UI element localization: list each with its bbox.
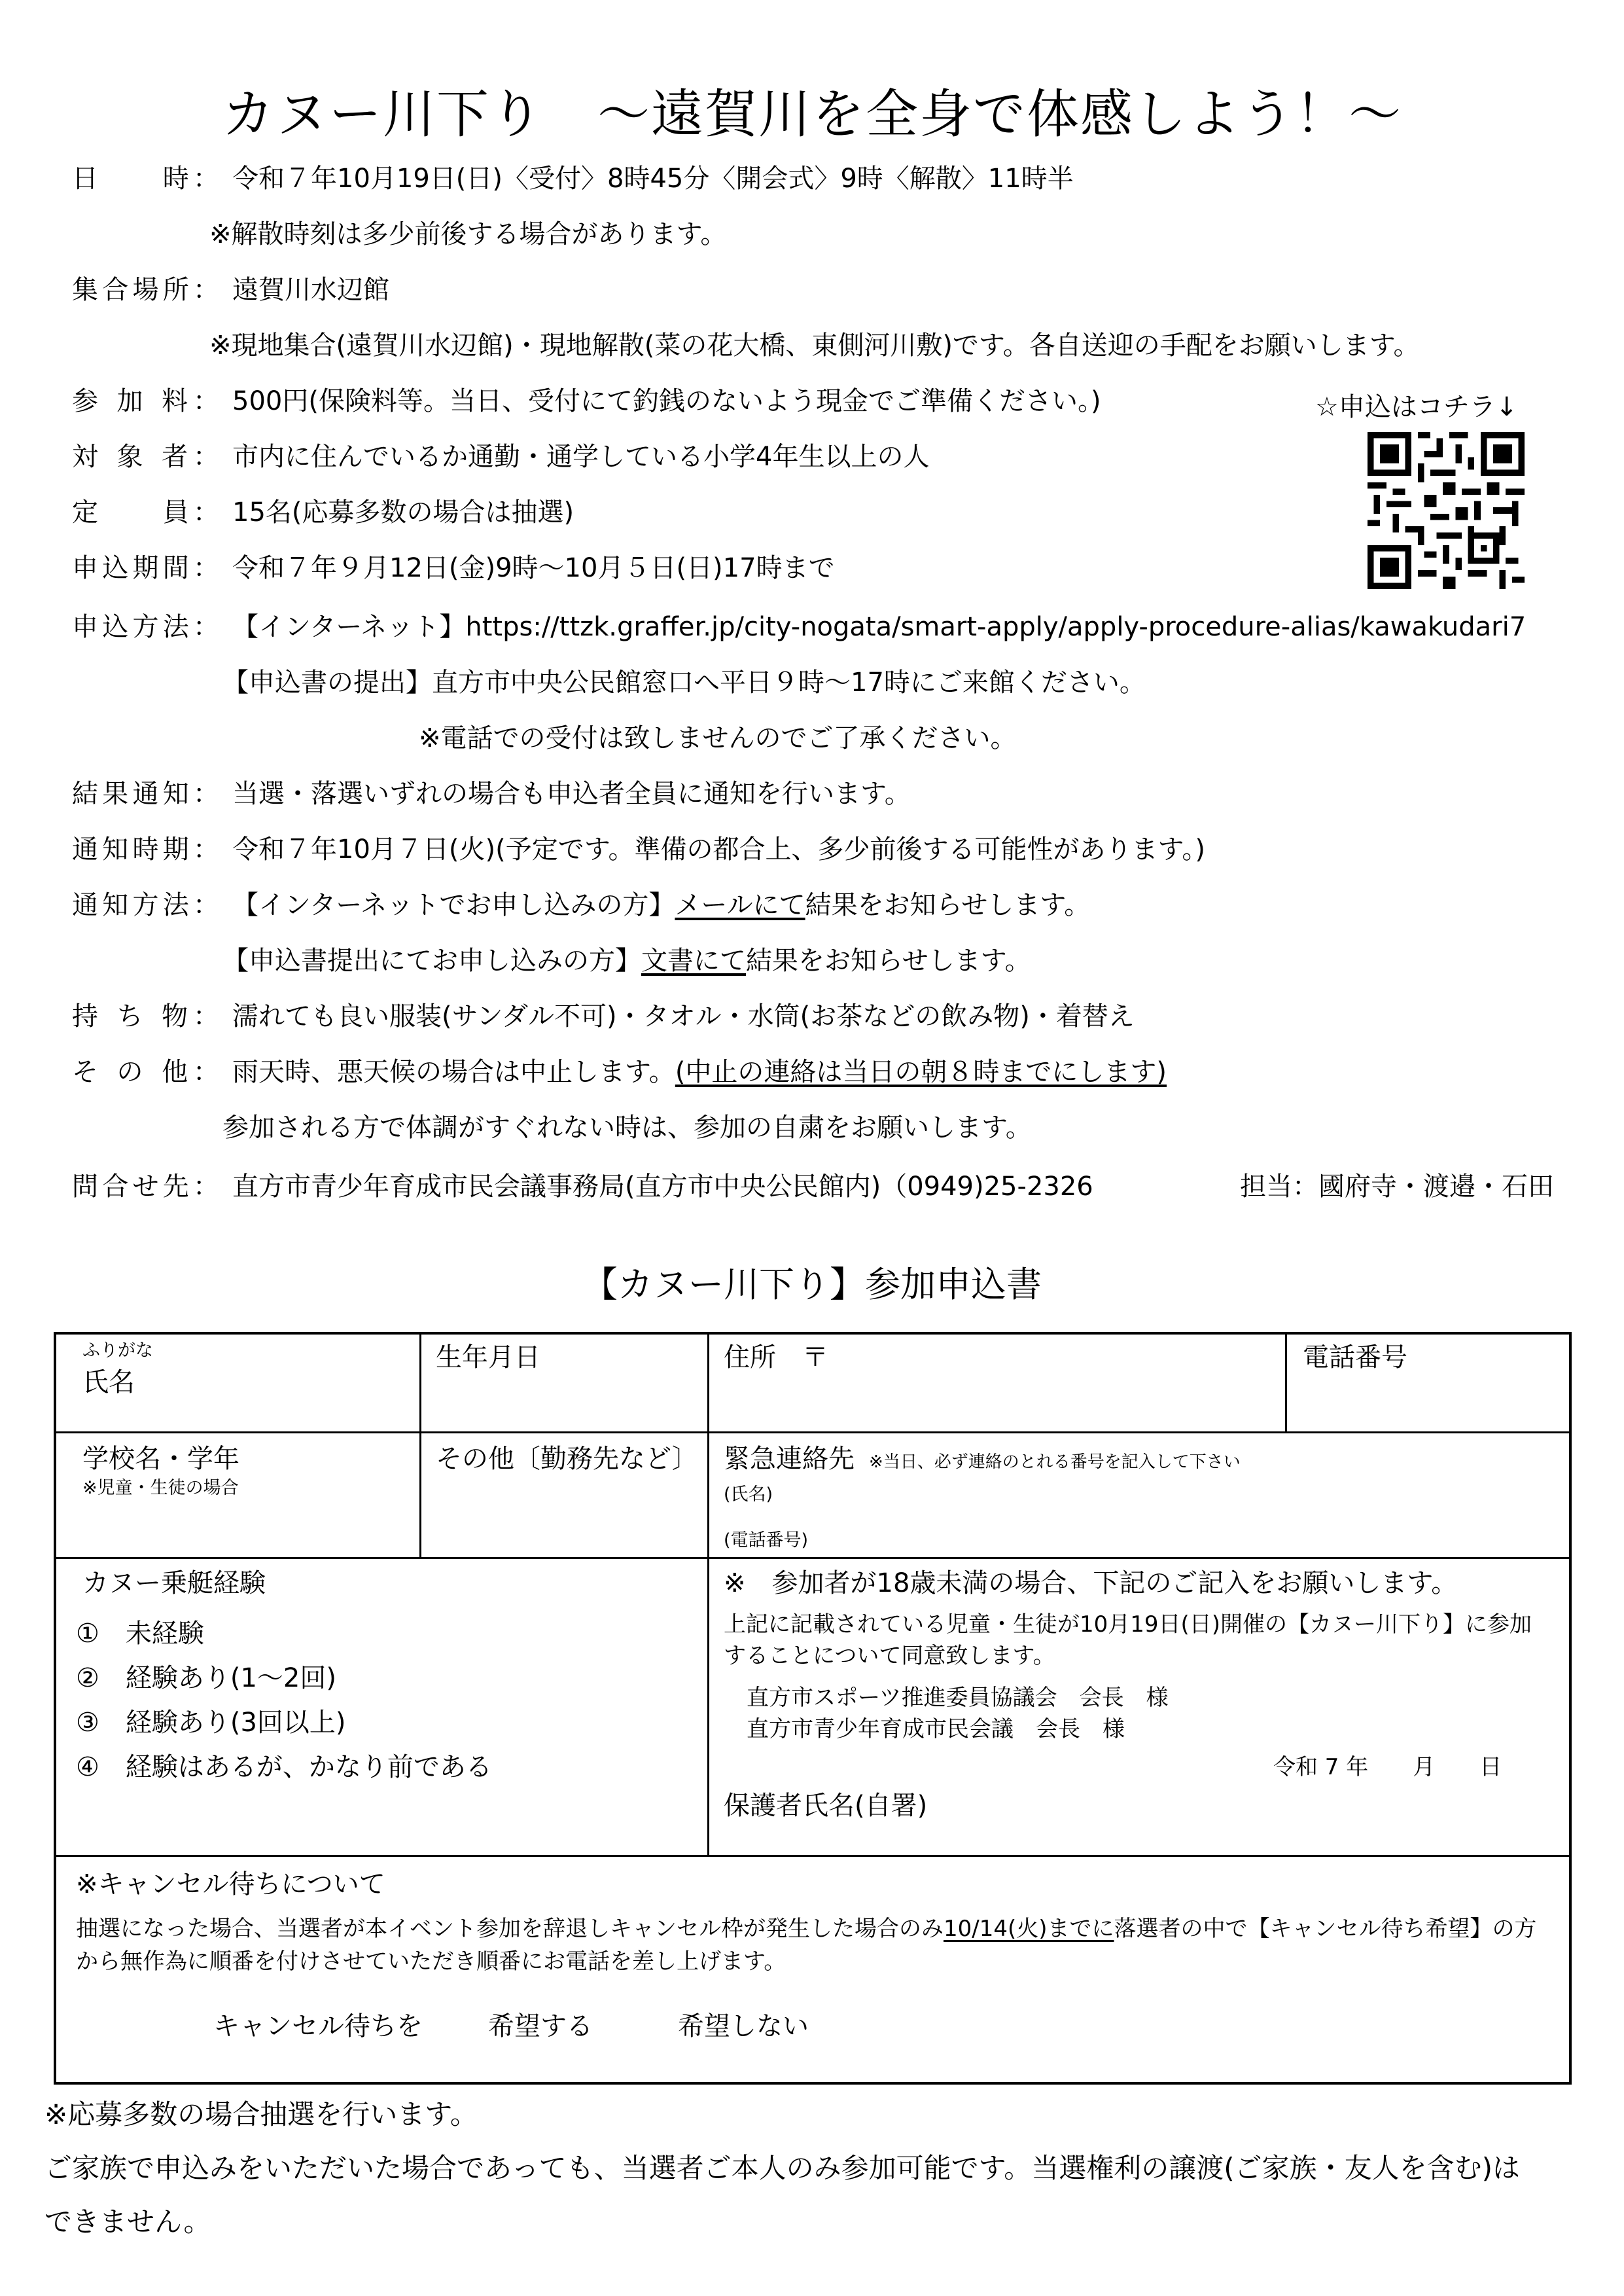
info-notify-paper — [222, 942, 1624, 979]
info-capacity-label: 定 員： — [72, 497, 219, 528]
info-place-note: ※現地集合(遠賀川水辺館)・現地解散(菜の花大橋、東側河川敷)です。各自送迎の手配をお願いします。 — [209, 331, 1420, 361]
name-field[interactable]: 氏名 — [82, 1367, 135, 1397]
emergency-name-label: (氏名) — [724, 1484, 773, 1505]
info-notify-time-value: 令和７年10月７日(火)(予定です。準備の都合上、多少前後する可能性があります。) — [232, 834, 1205, 865]
info-result — [72, 776, 1577, 812]
form-divider — [419, 1335, 421, 1557]
experience-title: カヌー乗艇経験 — [82, 1568, 266, 1598]
form-divider — [56, 1855, 1569, 1857]
info-items-label: 持 ち 物： — [72, 1001, 219, 1031]
info-fee-value: 500円(保険料等。当日、受付にて釣銭のないよう現金でご準備ください。) — [232, 386, 1101, 416]
info-method-note: ※電話での受付は致しませんのでご了承ください。 — [419, 723, 1017, 753]
cancel-wait-text-1c: 落選者の中で【キャンセル待ち希望】の方 — [1114, 1916, 1537, 1942]
info-method-label: 申込方法： — [72, 612, 219, 642]
form-divider — [1285, 1335, 1287, 1431]
info-notify-method — [72, 887, 1577, 924]
form-divider — [707, 1335, 709, 1855]
info-target-label: 対 象 者： — [72, 442, 219, 472]
school-field[interactable]: 学校名・学年 — [82, 1444, 239, 1474]
info-target-value: 市内に住んでいるか通勤・通学している小学4年生以上の人 — [232, 442, 930, 472]
cancel-wait-text-2: から無作為に順番を付けさせていただき順番にお電話を差し上げます。 — [76, 1948, 786, 1975]
consent-line-1: 上記に記載されている児童・生徒が10月19日(日)開催の【カヌー川下り】に参加 — [724, 1611, 1532, 1638]
minor-consent-title: ※ 参加者が18歳未満の場合、下記のご記入をお願いします。 — [724, 1568, 1458, 1598]
info-period — [72, 550, 1577, 586]
notify-paper-document: 文書にて — [641, 946, 746, 976]
experience-option-4[interactable]: ④ 経験はあるが、かなり前である — [76, 1752, 492, 1782]
info-date-note: ※解散時刻は多少前後する場合があります。 — [209, 219, 727, 249]
birthday-field[interactable]: 生年月日 — [436, 1342, 540, 1372]
consent-line-2: することについて同意致します。 — [724, 1643, 1055, 1669]
qr-caption: ☆申込はコチラ↓ — [1315, 392, 1518, 422]
info-place-label: 集合場所： — [72, 275, 219, 305]
cancel-wait-text-1 — [76, 1914, 1537, 1944]
info-other-cancel-notice: (中止の連絡は当日の朝８時までにします) — [675, 1057, 1167, 1087]
info-date — [72, 160, 1577, 197]
consent-date-field[interactable]: 令和 7 年 月 日 — [1273, 1754, 1502, 1780]
info-period-value: 令和７年９月12日(金)9時～10月５日(日)17時まで — [232, 553, 835, 583]
info-result-label: 結果通知： — [72, 779, 219, 809]
experience-option-2[interactable]: ② 経験あり(1～2回) — [76, 1663, 336, 1693]
form-title: 【カヌー川下り】参加申込書 — [582, 1264, 1042, 1305]
emergency-contact-note: ※当日、必ず連絡のとれる番号を記入して下さい — [869, 1452, 1241, 1472]
info-date-label: 日 時： — [72, 164, 219, 194]
cancel-wait-text-1a: 抽選になった場合、当選者が本イベント参加を辞退しキャンセル枠が発生した場合のみ — [76, 1916, 944, 1942]
experience-option-3[interactable]: ③ 経験あり(3回以上) — [76, 1708, 346, 1738]
cancel-wait-choice-label: キャンセル待ちを — [213, 2011, 423, 2041]
cancel-wait-yes-option[interactable]: 希望する — [488, 2011, 593, 2041]
info-result-value: 当選・落選いずれの場合も申込者全員に通知を行います。 — [232, 779, 911, 809]
info-date-value: 令和７年10月19日(日)〈受付〉8時45分〈開会式〉9時〈解散〉11時半 — [232, 164, 1074, 194]
info-other — [72, 1054, 1577, 1090]
info-contact-value: 直方市青少年育成市民会議事務局(直方市中央公民館内)（0949)25-2326 — [232, 1172, 1093, 1202]
info-period-label: 申込期間： — [72, 553, 219, 583]
page-title: カヌー川下り ～遠賀川を全身で体感しよう！～ — [222, 84, 1402, 145]
address-field[interactable]: 住所 〒 — [724, 1342, 828, 1372]
info-items — [72, 998, 1577, 1035]
application-form — [54, 1332, 1572, 2085]
phone-field[interactable]: 電話番号 — [1303, 1342, 1407, 1372]
notify-paper-prefix: 【申込書提出にてお申し込みの方】 — [222, 946, 641, 976]
cancel-wait-no-option[interactable]: 希望しない — [678, 2011, 809, 2041]
info-method-internet[interactable]: 【インターネット】https://ttzk.graffer.jp/city-nogata/smart-apply/apply-procedure-alias/kawakudari7 — [232, 612, 1527, 642]
info-capacity — [72, 494, 1577, 531]
info-notify-time-label: 通知時期： — [72, 834, 219, 865]
cancel-wait-deadline: 10/14(火)までに — [944, 1916, 1114, 1942]
info-method — [72, 609, 1577, 645]
info-other-label: そ の 他： — [72, 1057, 219, 1087]
info-other-note: 参加される方で体調がすぐれない時は、参加の自粛をお願いします。 — [222, 1113, 1032, 1143]
info-capacity-value: 15名(応募多数の場合は抽選) — [232, 497, 574, 528]
info-place — [72, 272, 1577, 308]
cancel-wait-title: ※キャンセル待ちについて — [76, 1869, 385, 1899]
info-notify-method-label: 通知方法： — [72, 890, 219, 920]
form-divider — [56, 1557, 1569, 1559]
info-contact-label: 問合せ先： — [72, 1172, 219, 1202]
addressee-1: 直方市スポーツ推進委員協議会 会長 様 — [747, 1685, 1169, 1711]
info-contact-staff: 担当：國府寺・渡邉・石田 — [1240, 1172, 1554, 1202]
info-notify-time — [72, 831, 1577, 868]
info-fee-label: 参 加 料： — [72, 386, 219, 416]
notify-internet-suffix: 結果をお知らせします。 — [805, 890, 1091, 920]
notify-internet-mail: メールにて — [675, 890, 805, 920]
info-other-value: 雨天時、悪天候の場合は中止します。 — [232, 1057, 675, 1087]
furigana-label: ふりがな — [82, 1340, 153, 1361]
emergency-contact-field[interactable] — [724, 1443, 1241, 1479]
experience-option-1[interactable]: ① 未経験 — [76, 1619, 204, 1649]
footer-note-1: ※応募多数の場合抽選を行います。 — [44, 2098, 478, 2130]
info-method-paper: 【申込書の提出】直方市中央公民館窓口へ平日９時～17時にご来館ください。 — [222, 668, 1146, 698]
notify-paper-suffix: 結果をお知らせします。 — [746, 946, 1031, 976]
info-place-value: 遠賀川水辺館 — [232, 275, 389, 305]
form-divider — [56, 1431, 1569, 1433]
other-field[interactable]: その他〔勤務先など〕 — [436, 1444, 698, 1474]
school-note: ※児童・生徒の場合 — [82, 1478, 239, 1498]
addressee-2: 直方市青少年育成市民会議 会長 様 — [747, 1716, 1125, 1742]
footer-note-3: できません。 — [44, 2206, 211, 2238]
footer-note-2: ご家族で申込みをいただいた場合であっても、当選者ご本人のみ参加可能です。当選権利の譲渡(ご家族・友人を含む)は — [44, 2152, 1520, 2184]
guardian-signature-field[interactable]: 保護者氏名(自署) — [724, 1791, 928, 1821]
emergency-phone-label: (電話番号) — [724, 1530, 809, 1551]
notify-internet-prefix: 【インターネットでお申し込みの方】 — [232, 890, 675, 920]
info-items-value: 濡れても良い服装(サンダル不可)・タオル・水筒(お茶などの飲み物)・着替え — [232, 1001, 1135, 1031]
emergency-contact-label: 緊急連絡先 — [724, 1444, 855, 1474]
info-target — [72, 439, 1577, 475]
